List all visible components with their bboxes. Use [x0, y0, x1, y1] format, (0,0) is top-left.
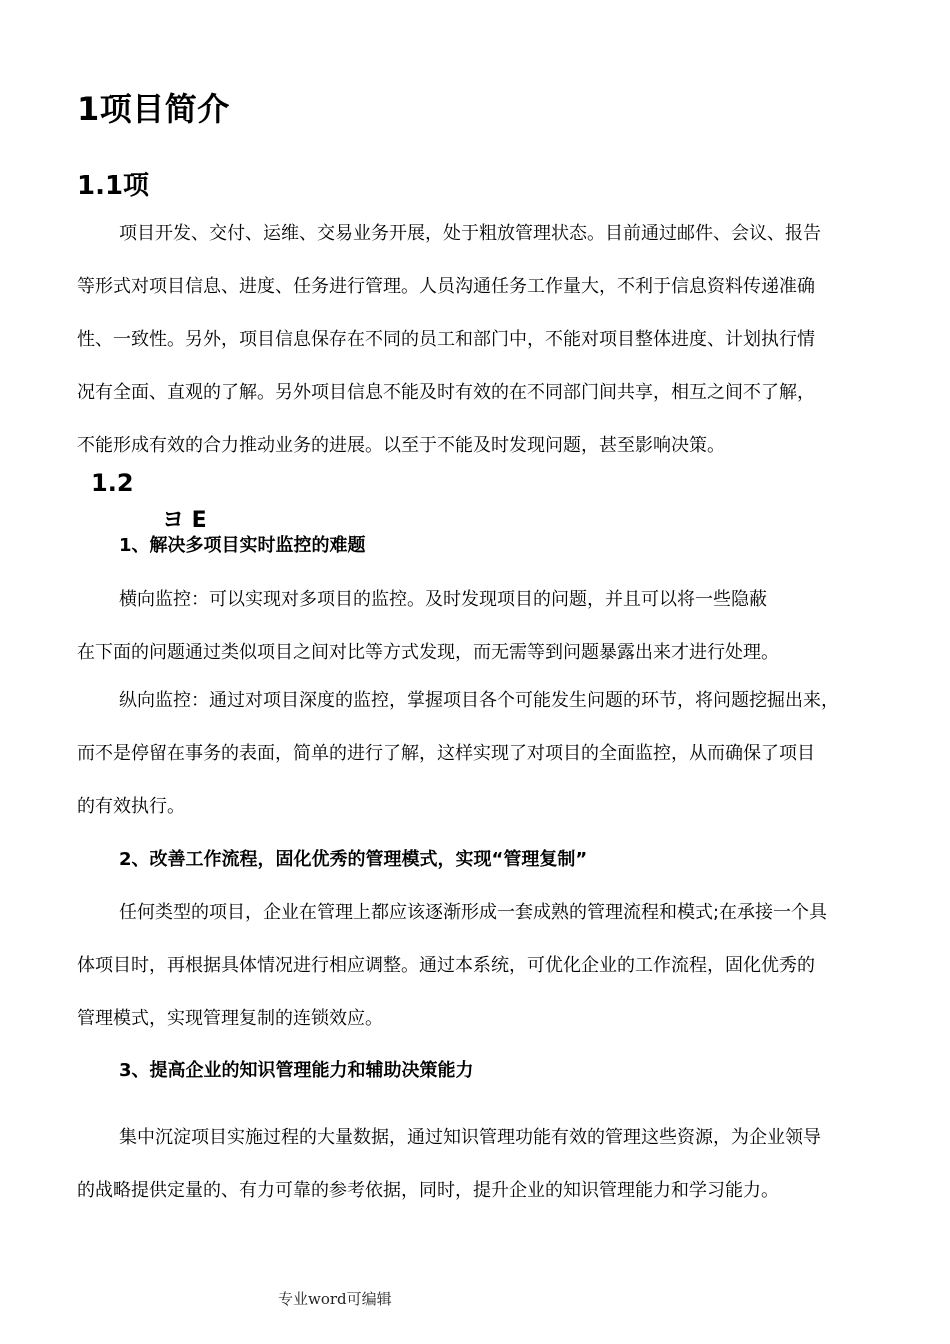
heading-1-2-suffix: ヨ E [162, 508, 207, 533]
item2-para-line-2: 体项目时，再根据具体情况进行相应调整。通过本系统，可优化企业的工作流程，固化优秀的 [77, 955, 815, 976]
item1-para-a-line-1: 横向监控：可以实现对多项目的监控。及时发现项目的问题，并且可以将一些隐蔽 [119, 589, 767, 610]
item1-para-b-line-1: 纵向监控：通过对项目深度的监控，掌握项目各个可能发生问题的环节，将问题挖掘出来， [119, 690, 839, 711]
item2-title: 2、改善工作流程，固化优秀的管理模式，实现“管理复制” [119, 849, 588, 870]
item2-para-line-1: 任何类型的项目，企业在管理上都应该逐渐形成一套成熟的管理流程和模式;在承接一个具 [119, 902, 828, 923]
item3-para-line-1: 集中沉淀项目实施过程的大量数据，通过知识管理功能有效的管理这些资源，为企业领导 [119, 1127, 821, 1148]
item3-title: 3、提高企业的知识管理能力和辅助决策能力 [119, 1060, 474, 1081]
item2-para-line-3: 管理模式，实现管理复制的连锁效应。 [77, 1008, 383, 1029]
item1-para-a-line-2: 在下面的问题通过类似项目之间对比等方式发现，而无需等到问题暴露出来才进行处理。 [77, 642, 779, 663]
heading-1-2: 1.2 [91, 469, 134, 497]
item3-para-line-2: 的战略提供定量的、有力可靠的参考依据，同时，提升企业的知识管理能力和学习能力。 [77, 1180, 779, 1201]
page-footer: 专业word可编辑 [278, 1290, 392, 1308]
item1-para-b-line-2: 而不是停留在事务的表面，简单的进行了解，这样实现了对项目的全面监控，从而确保了项目 [77, 743, 815, 764]
item1-para-b-line-3: 的有效执行。 [77, 796, 185, 817]
para1-line-1: 项目开发、交付、运维、交易业务开展，处于粗放管理状态。目前通过邮件、会议、报告 [119, 223, 821, 244]
item1-title: 1、解决多项目实时监控的难题 [119, 535, 366, 556]
para1-line-3: 性、一致性。另外，项目信息保存在不同的员工和部门中，不能对项目整体进度、计划执行情 [77, 329, 815, 350]
para1-line-5: 不能形成有效的合力推动业务的进展。以至于不能及时发现问题，甚至影响决策。 [77, 435, 725, 456]
heading-1: 1项目简介 [77, 90, 230, 128]
para1-line-4: 况有全面、直观的了解。另外项目信息不能及时有效的在不同部门间共享，相互之间不了解， [77, 382, 815, 403]
para1-line-2: 等形式对项目信息、进度、任务进行管理。人员沟通任务工作量大，不利于信息资料传递准确 [77, 276, 815, 297]
heading-1-1: 1.1项 [77, 171, 150, 201]
